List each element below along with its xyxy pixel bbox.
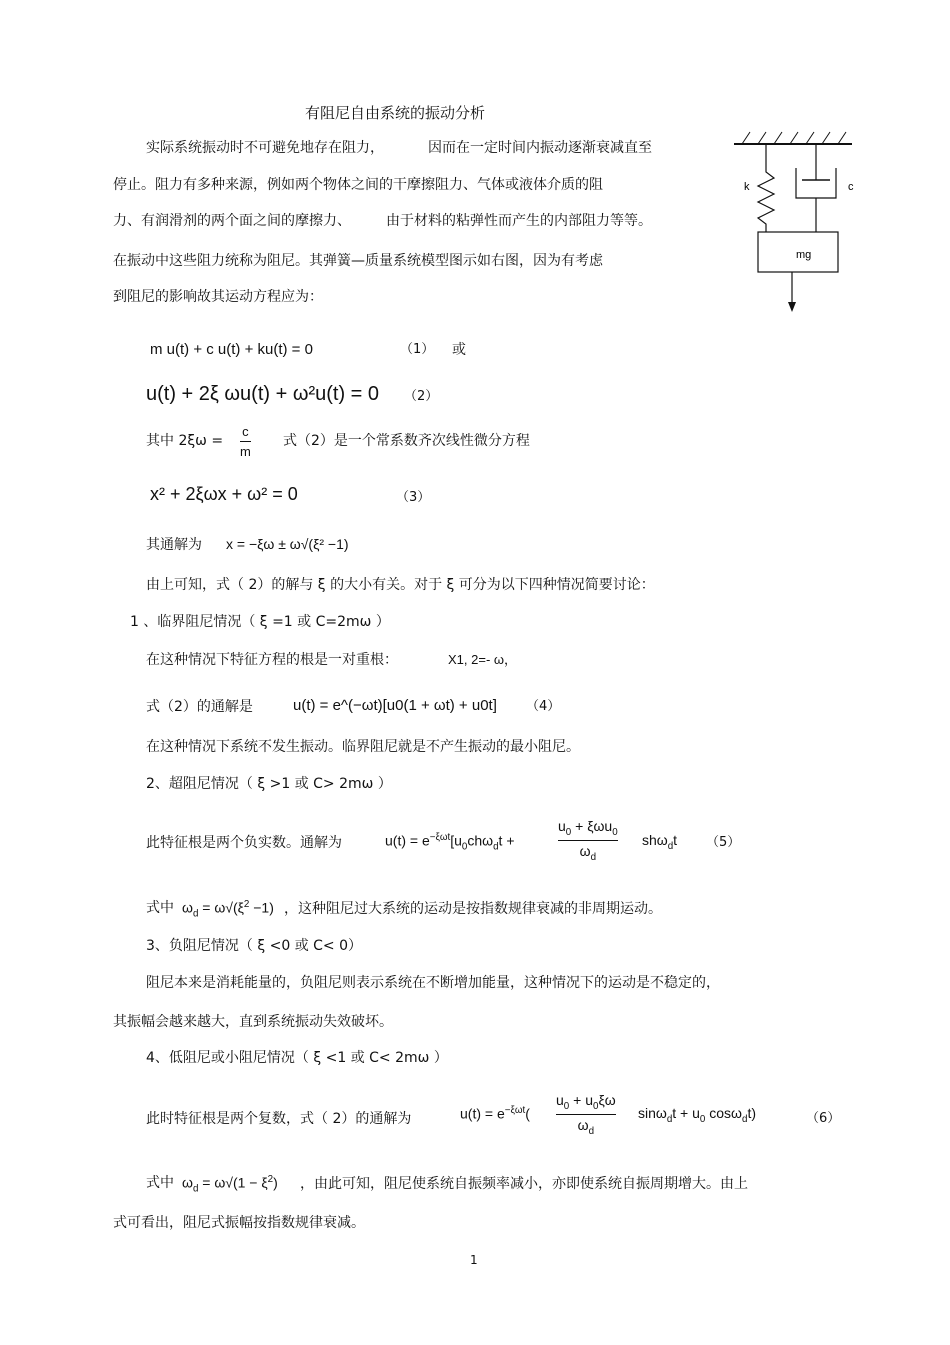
intro-line-4: 在振动中这些阻力统称为阻尼。其弹簧—质量系统模型图示如右图，因为有考虑 bbox=[113, 253, 603, 269]
c-over-m-fraction bbox=[240, 424, 251, 459]
omega-d-formula-overdamped: $\omega_d = \omega√(\xi^2 -1)$ bbox=[182, 899, 274, 920]
case-1-note: 在这种情况下系统不发生振动。临界阻尼就是不产生振动的最小阻尼。 bbox=[146, 739, 580, 755]
intro-line-2: 停止。阻力有多种来源，例如两个物体之间的干摩擦阻力、气体或液体介质的阻 bbox=[113, 177, 603, 193]
equation-6-fraction: $u_0 + u_0\xi\omega$ $\omega_d$ bbox=[556, 1092, 616, 1137]
equation-4: u(t) = e^(−ωt)[u0(1 + ωt) + u0t] bbox=[293, 697, 497, 714]
general-solution: x = −ξω ± ω√(ξ² −1) bbox=[226, 536, 349, 552]
spring-damper-diagram bbox=[728, 128, 858, 318]
case-4-text-2: 式可看出，阻尼式振幅按指数规律衰减。 bbox=[113, 1215, 365, 1231]
case-1-roots-value: X1, 2=- ω， bbox=[448, 652, 518, 667]
case-2-wd-suffix: ，这种阻尼过大系统的运动是按指数规律衰减的非周期运动。 bbox=[284, 901, 662, 917]
equation-5-right: shω$_d$t bbox=[642, 832, 678, 852]
case-4-heading: 4、低阻尼或小阻尼情况（ ξ <1 或 C< 2mω ） bbox=[146, 1050, 448, 1066]
intro-line-3a: 力、有润滑剂的两个面之间的摩擦力、 bbox=[113, 213, 351, 229]
qizhong-prefix: 其中 2ξω = bbox=[146, 433, 224, 449]
omega-d-formula-underdamped: $\omega_d = \omega√(1 - \xi^2)$ bbox=[182, 1174, 278, 1195]
equation-6-right: $\sin\omega_dt + u_0$ cosω$_d$t) bbox=[638, 1105, 756, 1125]
case-2-heading: 2、超阻尼情况（ ξ >1 或 C> 2mω ） bbox=[146, 776, 392, 792]
page-number: 1 bbox=[470, 1253, 478, 1267]
case-1-roots-text: 在这种情况下特征方程的根是一对重根： bbox=[146, 652, 398, 668]
ceiling-hatch bbox=[742, 132, 846, 144]
case-4-wd-prefix: 式中 bbox=[146, 1175, 174, 1191]
equation-1-or: 或 bbox=[452, 342, 466, 358]
equation-5-number: （5） bbox=[706, 835, 741, 850]
discussion-line: 由上可知，式（ 2）的解与 ξ 的大小有关。对于 ξ 可分为以下四种情况简要讨论： bbox=[146, 577, 655, 593]
case-3-text-2: 其振幅会越来越大，直到系统振动失效破坏。 bbox=[113, 1014, 393, 1030]
mass-label: mg bbox=[796, 249, 812, 261]
case-4-solution-prefix: 此时特征根是两个复数，式（ 2）的通解为 bbox=[146, 1111, 412, 1127]
case-3-text-1: 阻尼本来是消耗能量的，负阻尼则表示系统在不断增加能量，这种情况下的运动是不稳定的， bbox=[146, 975, 720, 991]
general-prefix: 其通解为 bbox=[146, 537, 202, 553]
intro-line-1a: 实际系统振动时不可避免地存在阻力， bbox=[146, 140, 384, 156]
equation-1-number: （1） bbox=[400, 342, 435, 357]
case-2-solution-prefix: 此特征根是两个负实数。通解为 bbox=[146, 835, 342, 851]
fraction-denominator: m bbox=[240, 444, 251, 459]
case-3-heading: 3、负阻尼情况（ ξ <0 或 C< 0） bbox=[146, 938, 363, 954]
intro-line-3b: 由于材料的粘弹性而产生的内部阻力等等。 bbox=[386, 213, 652, 229]
intro-line-5: 到阻尼的影响故其运动方程应为： bbox=[113, 289, 323, 305]
equation-5-fraction: $u_0 + \xi\omega u_0$ $\omega_d$ bbox=[558, 818, 618, 863]
equation-6-number: （6） bbox=[806, 1111, 841, 1126]
equation-1: m u(t) + c u(t) + ku(t) = 0 bbox=[150, 341, 313, 358]
equation-2-number: （2） bbox=[404, 389, 439, 404]
qizhong-suffix: 式（2）是一个常系数齐次线性微分方程 bbox=[283, 433, 530, 449]
equation-5-left: $u(t) = e^{-\xi\omega t}[u_0ch\omega_dt$ + bbox=[385, 832, 515, 853]
page-title: 有阻尼自由系统的振动分析 bbox=[305, 104, 486, 122]
case-1-heading: 1 、临界阻尼情况（ ξ =1 或 C=2mω ） bbox=[130, 614, 390, 630]
damper-label: c bbox=[848, 181, 854, 193]
arrow-down-icon bbox=[788, 302, 796, 312]
case-2-wd-prefix: 式中 bbox=[146, 900, 174, 916]
equation-3: x² + 2ξωx + ω² = 0 bbox=[150, 484, 298, 504]
equation-4-number: （4） bbox=[526, 699, 561, 714]
equation-6-left: $u(t) = e^{-\xi\omega t}$( bbox=[460, 1105, 530, 1122]
case-1-solution-prefix: 式（2）的通解是 bbox=[146, 699, 253, 715]
case-4-wd-suffix: ，由此可知，阻尼使系统自振频率减小，亦即使系统自振周期增大。由上 bbox=[300, 1176, 748, 1192]
spring-label: k bbox=[744, 181, 750, 193]
equation-3-number: （3） bbox=[396, 490, 431, 505]
fraction-numerator: c bbox=[242, 424, 249, 439]
equation-2: u(t) + 2ξ ωu(t) + ω²u(t) = 0 bbox=[146, 383, 380, 405]
intro-line-1b: 因而在一定时间内振动逐渐衰减直至 bbox=[428, 140, 652, 156]
spring-icon bbox=[758, 144, 774, 232]
